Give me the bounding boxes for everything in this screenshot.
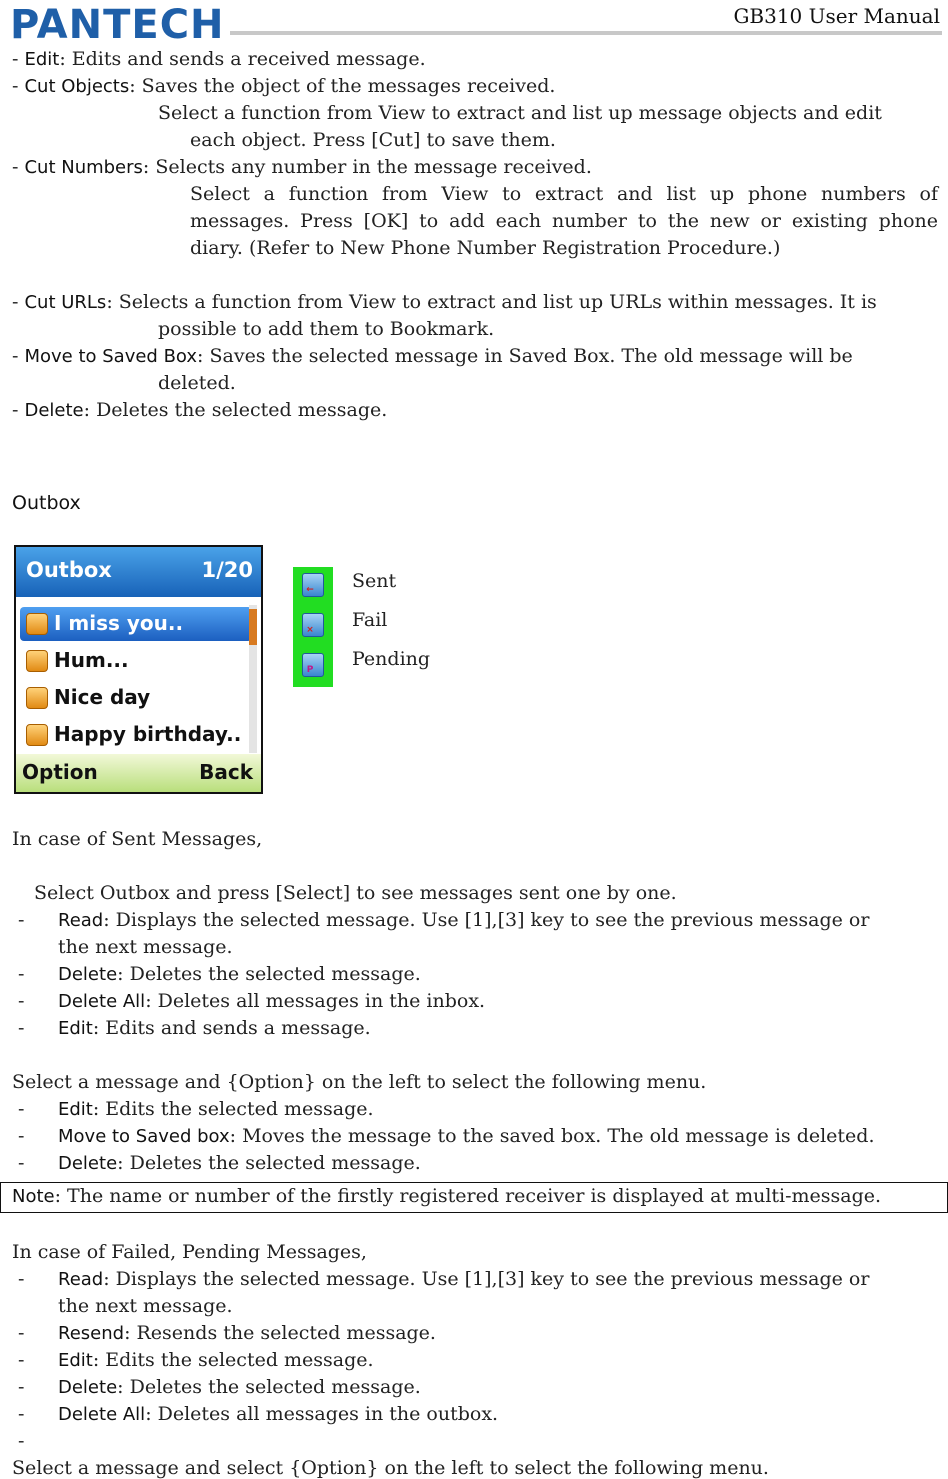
dash: - xyxy=(12,345,25,367)
status-legend xyxy=(293,567,333,687)
item-keyword: Edit xyxy=(58,1099,93,1120)
legend-label-pending: Pending xyxy=(352,648,431,670)
dash: - xyxy=(18,1125,25,1147)
message-folder-icon xyxy=(26,613,48,635)
item-text: : Resends the selected message. xyxy=(124,1322,436,1344)
phone-list-item[interactable] xyxy=(20,681,252,715)
item-text: : Deletes all messages in the outbox. xyxy=(145,1403,499,1425)
legend-label-fail: Fail xyxy=(352,609,388,631)
phone-screen xyxy=(14,545,263,794)
item-continuation: the next message. xyxy=(58,936,233,958)
item-keyword: Delete xyxy=(58,1153,118,1174)
item-keyword: Delete All xyxy=(58,991,146,1012)
phone-item-label: Nice day xyxy=(54,685,151,709)
option-continuation: deleted. xyxy=(158,372,236,394)
option-continuation: Select a function from View to extract and list up phone numbers of xyxy=(190,183,938,205)
dash: - xyxy=(12,291,25,313)
sent-heading: In case of Sent Messages, xyxy=(12,828,263,850)
failed-item-resend xyxy=(58,1320,436,1347)
phone-list-item[interactable] xyxy=(20,644,252,678)
dash: - xyxy=(18,909,25,931)
sent-icon: ← xyxy=(302,573,324,597)
note xyxy=(12,1183,881,1210)
option-keyword: Cut Objects xyxy=(24,76,130,97)
sent-item-delete xyxy=(58,961,421,988)
item-text: : Moves the message to the saved box. The old message is deleted. xyxy=(229,1125,875,1147)
item-text: : Deletes all messages in the inbox. xyxy=(145,990,486,1012)
item-text: : Edits the selected message. xyxy=(92,1349,374,1371)
option-move-to-saved-box xyxy=(12,343,853,370)
manual-title: GB310 User Manual xyxy=(733,4,940,28)
option-cut-objects xyxy=(12,73,555,100)
option-text: : Selects a function from View to extract and list up URLs within messages. It is xyxy=(106,291,877,313)
option-text: : Edits and sends a received message. xyxy=(59,48,426,70)
dash: - xyxy=(18,1268,25,1290)
option-delete xyxy=(12,397,387,424)
message-folder-icon xyxy=(26,724,48,746)
option-keyword: Move to Saved Box xyxy=(24,346,198,367)
failed-option-intro: Select a message and select {Option} on the left to select the following menu. xyxy=(12,1457,769,1479)
option-continuation: messages. Press [OK] to add each number to the new or existing phone xyxy=(190,210,938,232)
note-keyword: Note xyxy=(12,1186,55,1207)
item-keyword: Move to Saved box xyxy=(58,1126,230,1147)
back-softkey[interactable]: Back xyxy=(199,760,253,784)
dash: - xyxy=(18,1098,25,1120)
item-text: : Displays the selected message. Use [1],[3] key to see the previous message or xyxy=(103,1268,870,1290)
option-cut-numbers xyxy=(12,154,592,181)
item-text: : Deletes the selected message. xyxy=(117,1376,421,1398)
header-rule xyxy=(230,31,942,35)
phone-scrollbar[interactable] xyxy=(249,605,257,753)
sent-option-edit xyxy=(58,1096,374,1123)
option-text: : Saves the object of the messages received. xyxy=(129,75,556,97)
option-continuation: possible to add them to Bookmark. xyxy=(158,318,495,340)
dash: - xyxy=(12,156,25,178)
item-text: : Deletes the selected message. xyxy=(117,1152,421,1174)
option-softkey[interactable]: Option xyxy=(22,760,98,784)
item-text: : Edits the selected message. xyxy=(92,1098,374,1120)
item-keyword: Edit xyxy=(58,1018,93,1039)
dash: - xyxy=(12,75,25,97)
option-continuation: Select a function from View to extract and list up message objects and edit xyxy=(158,102,882,124)
dash: - xyxy=(12,399,25,421)
item-keyword: Edit xyxy=(58,1350,93,1371)
option-cut-urls xyxy=(12,289,877,316)
dash: - xyxy=(18,1403,25,1425)
failed-item-edit xyxy=(58,1347,374,1374)
item-keyword: Read xyxy=(58,1269,104,1290)
phone-list-item[interactable] xyxy=(20,718,252,752)
phone-list-item[interactable] xyxy=(20,607,252,641)
note-text: : The name or number of the firstly registered receiver is displayed at multi-message. xyxy=(54,1185,882,1207)
dash: - xyxy=(12,48,25,70)
option-text: : Deletes the selected message. xyxy=(83,399,388,421)
failed-heading: In case of Failed, Pending Messages, xyxy=(12,1241,367,1263)
pending-icon: P xyxy=(302,653,324,677)
item-keyword: Resend xyxy=(58,1323,125,1344)
dash: - xyxy=(18,1017,25,1039)
option-continuation: each object. Press [Cut] to save them. xyxy=(190,129,556,151)
legend-label-sent: Sent xyxy=(352,570,397,592)
sent-item-edit xyxy=(58,1015,371,1042)
sent-option-move-to-saved-box xyxy=(58,1123,875,1150)
option-keyword: Delete xyxy=(24,400,84,421)
phone-header xyxy=(16,547,261,597)
dash: - xyxy=(18,990,25,1012)
option-keyword: Cut Numbers xyxy=(24,157,143,178)
phone-title: Outbox xyxy=(26,558,112,582)
sent-item-delete-all xyxy=(58,988,485,1015)
outbox-heading: Outbox xyxy=(12,492,81,514)
sent-option-intro: Select a message and {Option} on the left to select the following menu. xyxy=(12,1071,707,1093)
failed-item-delete xyxy=(58,1374,421,1401)
phone-counter: 1/20 xyxy=(201,558,253,582)
option-keyword: Cut URLs xyxy=(24,292,107,313)
dash: - xyxy=(18,1376,25,1398)
option-edit xyxy=(12,46,426,73)
phone-item-label: I miss you.. xyxy=(54,611,184,635)
item-keyword: Delete xyxy=(58,964,118,985)
sent-intro: Select Outbox and press [Select] to see messages sent one by one. xyxy=(34,882,677,904)
item-text: : Displays the selected message. Use [1],[3] key to see the previous message or xyxy=(103,909,870,931)
item-text: : Deletes the selected message. xyxy=(117,963,421,985)
option-text: : Selects any number in the message received. xyxy=(142,156,592,178)
message-folder-icon xyxy=(26,650,48,672)
option-keyword: Edit xyxy=(24,49,60,70)
dash: - xyxy=(18,1152,25,1174)
scrollbar-thumb[interactable] xyxy=(249,609,257,645)
item-keyword: Delete All xyxy=(58,1404,146,1425)
item-keyword: Delete xyxy=(58,1377,118,1398)
failed-item-delete-all xyxy=(58,1401,498,1428)
failed-item-read xyxy=(58,1266,869,1293)
dash: - xyxy=(18,1349,25,1371)
phone-item-label: Happy birthday.. xyxy=(54,722,242,746)
sent-option-delete xyxy=(58,1150,421,1177)
phone-item-label: Hum... xyxy=(54,648,129,672)
item-continuation: the next message. xyxy=(58,1295,233,1317)
item-keyword: Read xyxy=(58,910,104,931)
pantech-logo: PANTECH xyxy=(10,2,225,48)
trailing-dash: - xyxy=(18,1430,25,1452)
phone-softkeys xyxy=(16,754,261,792)
option-continuation: diary. (Refer to New Phone Number Registration Procedure.) xyxy=(190,237,781,259)
dash: - xyxy=(18,1322,25,1344)
dash: - xyxy=(18,963,25,985)
message-folder-icon xyxy=(26,687,48,709)
sent-item-read xyxy=(58,907,869,934)
item-text: : Edits and sends a message. xyxy=(92,1017,371,1039)
fail-icon: × xyxy=(302,613,324,637)
option-text: : Saves the selected message in Saved Box. The old message will be xyxy=(197,345,853,367)
